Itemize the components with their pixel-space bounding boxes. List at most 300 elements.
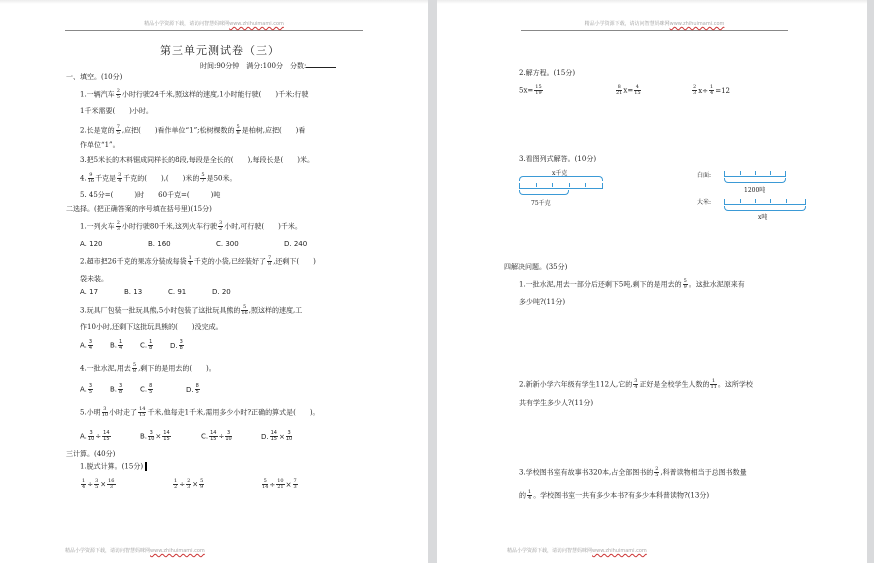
text: ,科普读物相当于总图书数量: [660, 468, 747, 477]
tick: [786, 199, 787, 203]
numerator: 1: [82, 478, 86, 484]
s4-q2: [519, 379, 753, 390]
option-letter: A.: [80, 341, 87, 350]
option-a: A. 17: [80, 288, 99, 296]
s2-q1-options: [80, 240, 307, 249]
numerator: 15: [535, 84, 542, 90]
text: 小时行驶24千米,照这样的速度,1小时能行驶( )千米;行驶: [121, 90, 309, 99]
option-d: [186, 383, 201, 395]
fraction: [236, 125, 241, 136]
fraction: [616, 85, 622, 96]
option-c: C. 91: [168, 288, 187, 296]
fraction: [107, 479, 115, 490]
footer-url[interactable]: www.zhihuimami.com: [592, 548, 647, 554]
expression-2: [172, 479, 261, 490]
text: 2.超市把26千克的果冻分装成每袋: [80, 257, 187, 266]
text: ,应把( )看作单位“1”;松树棵数的: [121, 126, 235, 135]
score-blank[interactable]: [306, 60, 336, 68]
text: =12: [715, 86, 730, 95]
s1-q5: 5. 45分=( )时 60千克=( )吨: [80, 191, 221, 199]
numerator: 14: [270, 430, 277, 436]
numerator: 8: [149, 383, 153, 389]
fraction: [267, 256, 272, 267]
denominator: 5: [195, 389, 199, 395]
s4-q3: [519, 467, 747, 478]
denominator: 5: [655, 472, 659, 478]
segment-bar: [519, 183, 603, 189]
numerator: 8: [617, 84, 621, 90]
numerator: 3: [226, 430, 231, 436]
text: 3.学校图书室有故事书320本,占全部图书的: [519, 468, 654, 477]
denominator: 3: [109, 484, 113, 490]
fraction: [118, 340, 123, 351]
s2-q2: [80, 256, 316, 267]
denominator: 4: [634, 384, 638, 390]
numerator: 9: [89, 172, 93, 178]
denominator: 4: [118, 178, 122, 184]
denominator: 5: [88, 389, 93, 395]
fraction: [148, 384, 153, 395]
numerator: 3: [118, 172, 122, 178]
option-b: [140, 431, 201, 442]
operator: ÷: [218, 432, 225, 441]
numerator: 1: [712, 378, 716, 384]
denominator: 4: [710, 90, 714, 96]
numerator: 1: [149, 339, 153, 345]
s2-q2-cont: 袋未装。: [80, 275, 108, 283]
fraction: [162, 431, 170, 442]
fraction: [270, 431, 278, 442]
diagram2-value1: 1200吨: [744, 187, 766, 194]
operator: ÷: [269, 480, 276, 489]
option-letter: D.: [186, 385, 194, 394]
fraction: [179, 340, 184, 351]
s2-q3: [80, 305, 302, 316]
option-c: [140, 384, 186, 395]
fraction: [116, 125, 121, 136]
segment-bar-rice: [724, 199, 806, 205]
denominator: 15: [210, 436, 217, 442]
text: 。这批水泥原来有: [688, 280, 745, 289]
text: 小时行驶80千米,这列火车行驶: [121, 222, 218, 231]
option-letter: C.: [201, 432, 209, 441]
text: ,照这样的速度,工: [248, 306, 303, 315]
denominator: 2: [174, 484, 178, 490]
text: 1.脱式计算。(15分): [80, 462, 144, 471]
numerator: 7: [116, 124, 120, 130]
option-b: B. 160: [148, 240, 171, 248]
s3-q3: 3.看图列式解答。(10分): [519, 155, 597, 163]
text: 3.玩具厂包装一批玩具熊,5小时包装了这批玩具熊的: [80, 306, 241, 315]
numerator: 14: [210, 430, 217, 436]
s2-q2-options: [80, 288, 231, 297]
fraction: [692, 85, 697, 96]
brace-flour: [724, 178, 786, 183]
denominator: 16: [241, 310, 248, 316]
denominator: 10: [225, 436, 232, 442]
fraction: [276, 479, 284, 490]
s1-q2-cont: 作单位“1”。: [80, 141, 120, 149]
denominator: 19: [535, 90, 542, 96]
option-d: D. 240: [284, 240, 308, 248]
header-url[interactable]: www.zhihuimami.com: [229, 21, 284, 27]
fraction: [94, 479, 99, 490]
numerator: 1: [710, 84, 714, 90]
numerator: 3: [634, 378, 638, 384]
numerator: 10: [277, 478, 284, 484]
numerator: 5: [263, 478, 267, 484]
denominator: 8: [179, 345, 183, 351]
fraction: [262, 479, 268, 490]
tick: [585, 183, 586, 187]
brace-rice: [724, 206, 806, 211]
option-letter: C.: [140, 385, 148, 394]
fraction: [132, 363, 137, 374]
denominator: 15: [634, 90, 641, 96]
fraction: [293, 479, 298, 490]
denominator: 10: [101, 412, 109, 418]
tick: [552, 183, 553, 187]
fraction: [200, 173, 205, 184]
s2-q4-options: [80, 384, 201, 395]
text: x=: [623, 86, 634, 95]
denominator: 11: [710, 384, 717, 390]
s1-q4: [80, 173, 237, 184]
tick: [740, 199, 741, 203]
fraction: [138, 407, 146, 418]
exam-meta: [200, 60, 336, 71]
denominator: 15: [139, 412, 146, 418]
text: 1.一批水泥,用去一部分后还剩下5吨,剩下的是用去的: [519, 280, 682, 289]
diagram2-label2: 大米:: [697, 199, 712, 206]
text: 小时走了: [109, 408, 138, 417]
text-cursor: [145, 462, 147, 471]
fraction: [118, 384, 123, 395]
s2-q3-cont: 作10小时,还剩下这批玩具熊的( )没完成。: [80, 323, 223, 331]
expression-1: [80, 479, 172, 490]
operator: ×: [192, 480, 199, 489]
s2-q1: [80, 221, 302, 232]
numerator: 2: [693, 84, 697, 90]
s3-q1: [80, 462, 147, 472]
fraction: [148, 431, 154, 442]
s4-q3-cont: [519, 490, 709, 501]
fraction: [186, 479, 191, 490]
numerator: 2: [187, 478, 191, 484]
denominator: 9: [683, 284, 687, 290]
text: 2.长是宽的: [80, 126, 115, 135]
diagram1-top-label: x千克: [552, 170, 568, 177]
denominator: 8: [119, 389, 123, 395]
option-letter: A.: [80, 385, 87, 394]
option-d: [261, 430, 293, 442]
header-text: 精品小学资源下载，请访问智慧妈咪网: [144, 21, 230, 27]
s4-q1: [519, 279, 745, 290]
denominator: 9: [200, 484, 204, 490]
page-header: [521, 20, 788, 31]
denominator: 7: [201, 178, 205, 184]
page-left: [0, 0, 428, 563]
fraction: [683, 279, 688, 290]
denominator: 14: [262, 484, 269, 490]
tick: [755, 199, 756, 203]
text: 1.一辆汽车: [80, 90, 115, 99]
equation-3: [691, 84, 730, 96]
denominator: 5: [95, 484, 99, 490]
header-text: 精品小学资源下载，请访问智慧妈咪网: [584, 21, 670, 27]
page-top-shadow: [437, 0, 867, 4]
operator: ×: [279, 432, 285, 441]
fraction: [88, 431, 94, 442]
numerator: 3: [103, 406, 107, 412]
s4-q2-cont: 共有学生多少人?(11分): [519, 399, 594, 407]
numerator: 3: [219, 220, 223, 226]
operator: ÷: [87, 480, 94, 489]
footer-url[interactable]: www.zhihuimami.com: [150, 548, 205, 554]
option-a: A. 120: [80, 240, 103, 248]
numerator: 3: [179, 339, 183, 345]
text: 。这所学校: [717, 380, 753, 389]
footer-text: 精品小学资源下载，请访问智慧妈咪网: [507, 548, 593, 554]
text: 4.: [80, 174, 87, 183]
numerator: 5: [242, 304, 247, 310]
text: 千米,他每走1千米,需用多少小时?正确的算式是( )。: [147, 408, 320, 417]
option-letter: A.: [80, 432, 87, 441]
diagram2-label1: 白面:: [697, 172, 712, 179]
s2-q4: [80, 363, 216, 374]
fraction: [81, 479, 86, 490]
fraction: [218, 221, 223, 232]
page-header: [65, 20, 363, 31]
s2-q3-options: [80, 340, 185, 351]
s4-q1-cont: 多少吨?(11分): [519, 298, 566, 306]
s3-q2: 2.解方程。(15分): [519, 69, 576, 77]
fraction: [199, 479, 204, 490]
option-letter: B.: [140, 432, 148, 441]
denominator: 8: [236, 130, 240, 136]
denominator: 10: [148, 436, 155, 442]
text: ,还剩下( ): [273, 257, 316, 266]
denominator: 10: [87, 436, 95, 442]
denominator: 15: [270, 436, 277, 442]
numerator: 1: [119, 339, 123, 345]
numerator: 3: [88, 383, 93, 389]
denominator: 5: [116, 94, 120, 100]
numerator: 5: [200, 478, 204, 484]
section-1-heading: 一、填空。(10分): [66, 73, 123, 81]
fraction: [88, 384, 93, 395]
option-letter: D.: [170, 341, 178, 350]
s1-q1: [80, 89, 309, 100]
fraction: [633, 379, 638, 390]
fraction: [654, 467, 659, 478]
option-a: [80, 340, 110, 351]
text: 2.新新小学六年级有学生112人,它的: [519, 380, 633, 389]
text: 。学校图书室一共有多少本书?有多少本科普读物?(13分): [533, 491, 710, 500]
denominator: 3: [293, 484, 297, 490]
operator: ÷: [95, 432, 102, 441]
section-4-heading: 四解决问题。(35分): [504, 263, 568, 271]
operator: ×: [285, 480, 292, 489]
fraction: [102, 431, 110, 442]
page-title: 第三单元测试卷（三）: [160, 44, 280, 57]
tick: [569, 183, 570, 187]
fraction: [88, 173, 94, 184]
s1-q2: [80, 125, 305, 136]
option-a: [80, 384, 110, 395]
numerator: 5: [132, 362, 137, 368]
numerator: 3: [287, 430, 291, 436]
text: 千克的( ),( )米的: [123, 174, 200, 183]
tick: [770, 199, 771, 203]
fraction: [286, 431, 292, 442]
fraction: [241, 305, 247, 316]
numerator: 3: [119, 383, 123, 389]
numerator: 7: [293, 478, 297, 484]
fraction: [225, 431, 231, 442]
denominator: 4: [82, 484, 86, 490]
diagram1-bottom-label: 75千克: [531, 200, 551, 207]
numerator: 3: [89, 430, 93, 436]
fraction: [634, 85, 640, 96]
brace-top: [519, 176, 603, 181]
fraction: [195, 384, 200, 395]
text: 5.小明: [80, 408, 101, 417]
tick: [536, 183, 537, 187]
denominator: 4: [188, 261, 192, 267]
fraction: [527, 490, 532, 501]
option-d: [170, 339, 185, 351]
text: ,剩下的是用去的( )。: [138, 364, 216, 373]
numerator: 2: [116, 220, 120, 226]
denominator: 15: [103, 436, 110, 442]
fraction: [710, 379, 716, 390]
numerator: 3: [88, 339, 93, 345]
numerator: 2: [116, 88, 120, 94]
option-letter: B.: [110, 341, 118, 350]
text: x÷: [698, 86, 709, 95]
numerator: 1: [188, 255, 192, 261]
text: 千克是: [95, 174, 117, 183]
s2-q5-options: [80, 431, 293, 442]
denominator: 3: [116, 226, 120, 232]
footer-text: 精品小学资源下载，请访问智慧妈咪网: [65, 548, 151, 554]
numerator: 3: [149, 430, 153, 436]
diagram2-value2: x吨: [758, 214, 768, 221]
option-a: [80, 431, 140, 442]
denominator: 10: [285, 436, 293, 442]
numerator: 8: [195, 383, 199, 389]
section-3-heading: 三计算。(40分): [66, 450, 116, 458]
equation-1: [519, 85, 615, 96]
header-url[interactable]: www.zhihuimami.com: [669, 21, 725, 27]
option-b: B. 13: [124, 288, 143, 296]
s1-q1-cont: 1千米需要( )小时。: [80, 107, 153, 115]
text: 小时,可行驶( )千米。: [224, 222, 302, 231]
denominator: 5: [149, 389, 153, 395]
fraction: [117, 173, 122, 184]
numerator: 4: [635, 84, 639, 90]
s1-q3: 3.把5米长的木料锯成同样长的8段,每段是全长的( ),每段长是( )米。: [80, 156, 314, 164]
section-2-heading: 二选择。(把正确答案的序号填在括号里)(15分): [66, 205, 212, 213]
text: 正好是全校学生人数的: [639, 380, 710, 389]
numerator: 1: [174, 478, 178, 484]
numerator: 2: [655, 466, 659, 472]
s3-exprs: [80, 479, 299, 490]
numerator: 7: [268, 255, 272, 261]
denominator: 2: [219, 226, 223, 232]
page-right: [437, 0, 867, 563]
numerator: 5: [683, 278, 687, 284]
equations: [519, 85, 730, 96]
fraction: [116, 89, 121, 100]
text: 1.一列火车: [80, 222, 115, 231]
tick: [740, 171, 741, 175]
text: 4.一批水泥,用去: [80, 364, 131, 373]
fraction: [188, 256, 193, 267]
operator: ÷: [179, 480, 186, 489]
fraction: [534, 85, 542, 96]
denominator: 3: [693, 90, 697, 96]
numerator: 5: [201, 172, 205, 178]
text: 千克的小袋,已经装好了: [193, 257, 267, 266]
denominator: 21: [277, 484, 284, 490]
s2-q5: [80, 407, 320, 418]
equation-2: [615, 85, 691, 96]
fraction: [88, 340, 93, 351]
numerator: 3: [95, 478, 99, 484]
segment-bar-flour: [724, 171, 786, 177]
option-letter: B.: [110, 385, 118, 394]
option-b: [110, 384, 140, 395]
page-footer: [65, 547, 205, 554]
tick: [770, 171, 771, 175]
denominator: 21: [616, 90, 623, 96]
fraction: [116, 221, 121, 232]
denominator: 5: [116, 130, 120, 136]
fraction: [148, 340, 153, 351]
denominator: 4: [528, 495, 532, 501]
text: 5x=: [519, 86, 534, 95]
fraction: [102, 407, 108, 418]
text: 是柏树,应把( )看: [241, 126, 306, 135]
denominator: 8: [149, 345, 153, 351]
option-c: C. 300: [216, 240, 239, 248]
tick: [755, 171, 756, 175]
option-d: D. 20: [212, 288, 231, 296]
numerator: 14: [163, 430, 170, 436]
option-b: [110, 340, 140, 351]
denominator: 8: [268, 261, 272, 267]
option-letter: D.: [261, 432, 269, 441]
text: 的: [519, 491, 526, 500]
numerator: 16: [108, 478, 115, 484]
operator: ×: [155, 432, 162, 441]
text: 是50米。: [206, 174, 237, 183]
numerator: 5: [236, 124, 240, 130]
denominator: 4: [88, 345, 93, 351]
page-top-shadow: [0, 0, 428, 4]
expression-3: [261, 478, 299, 490]
meta-text: 时间:90分钟 满分:100分 分数:: [200, 62, 307, 70]
page-footer: [507, 547, 647, 554]
operator: ×: [100, 480, 107, 489]
numerator: 1: [528, 489, 532, 495]
fraction: [173, 479, 178, 490]
option-c: [201, 431, 261, 442]
denominator: 8: [132, 368, 137, 374]
option-letter: C.: [140, 341, 148, 350]
